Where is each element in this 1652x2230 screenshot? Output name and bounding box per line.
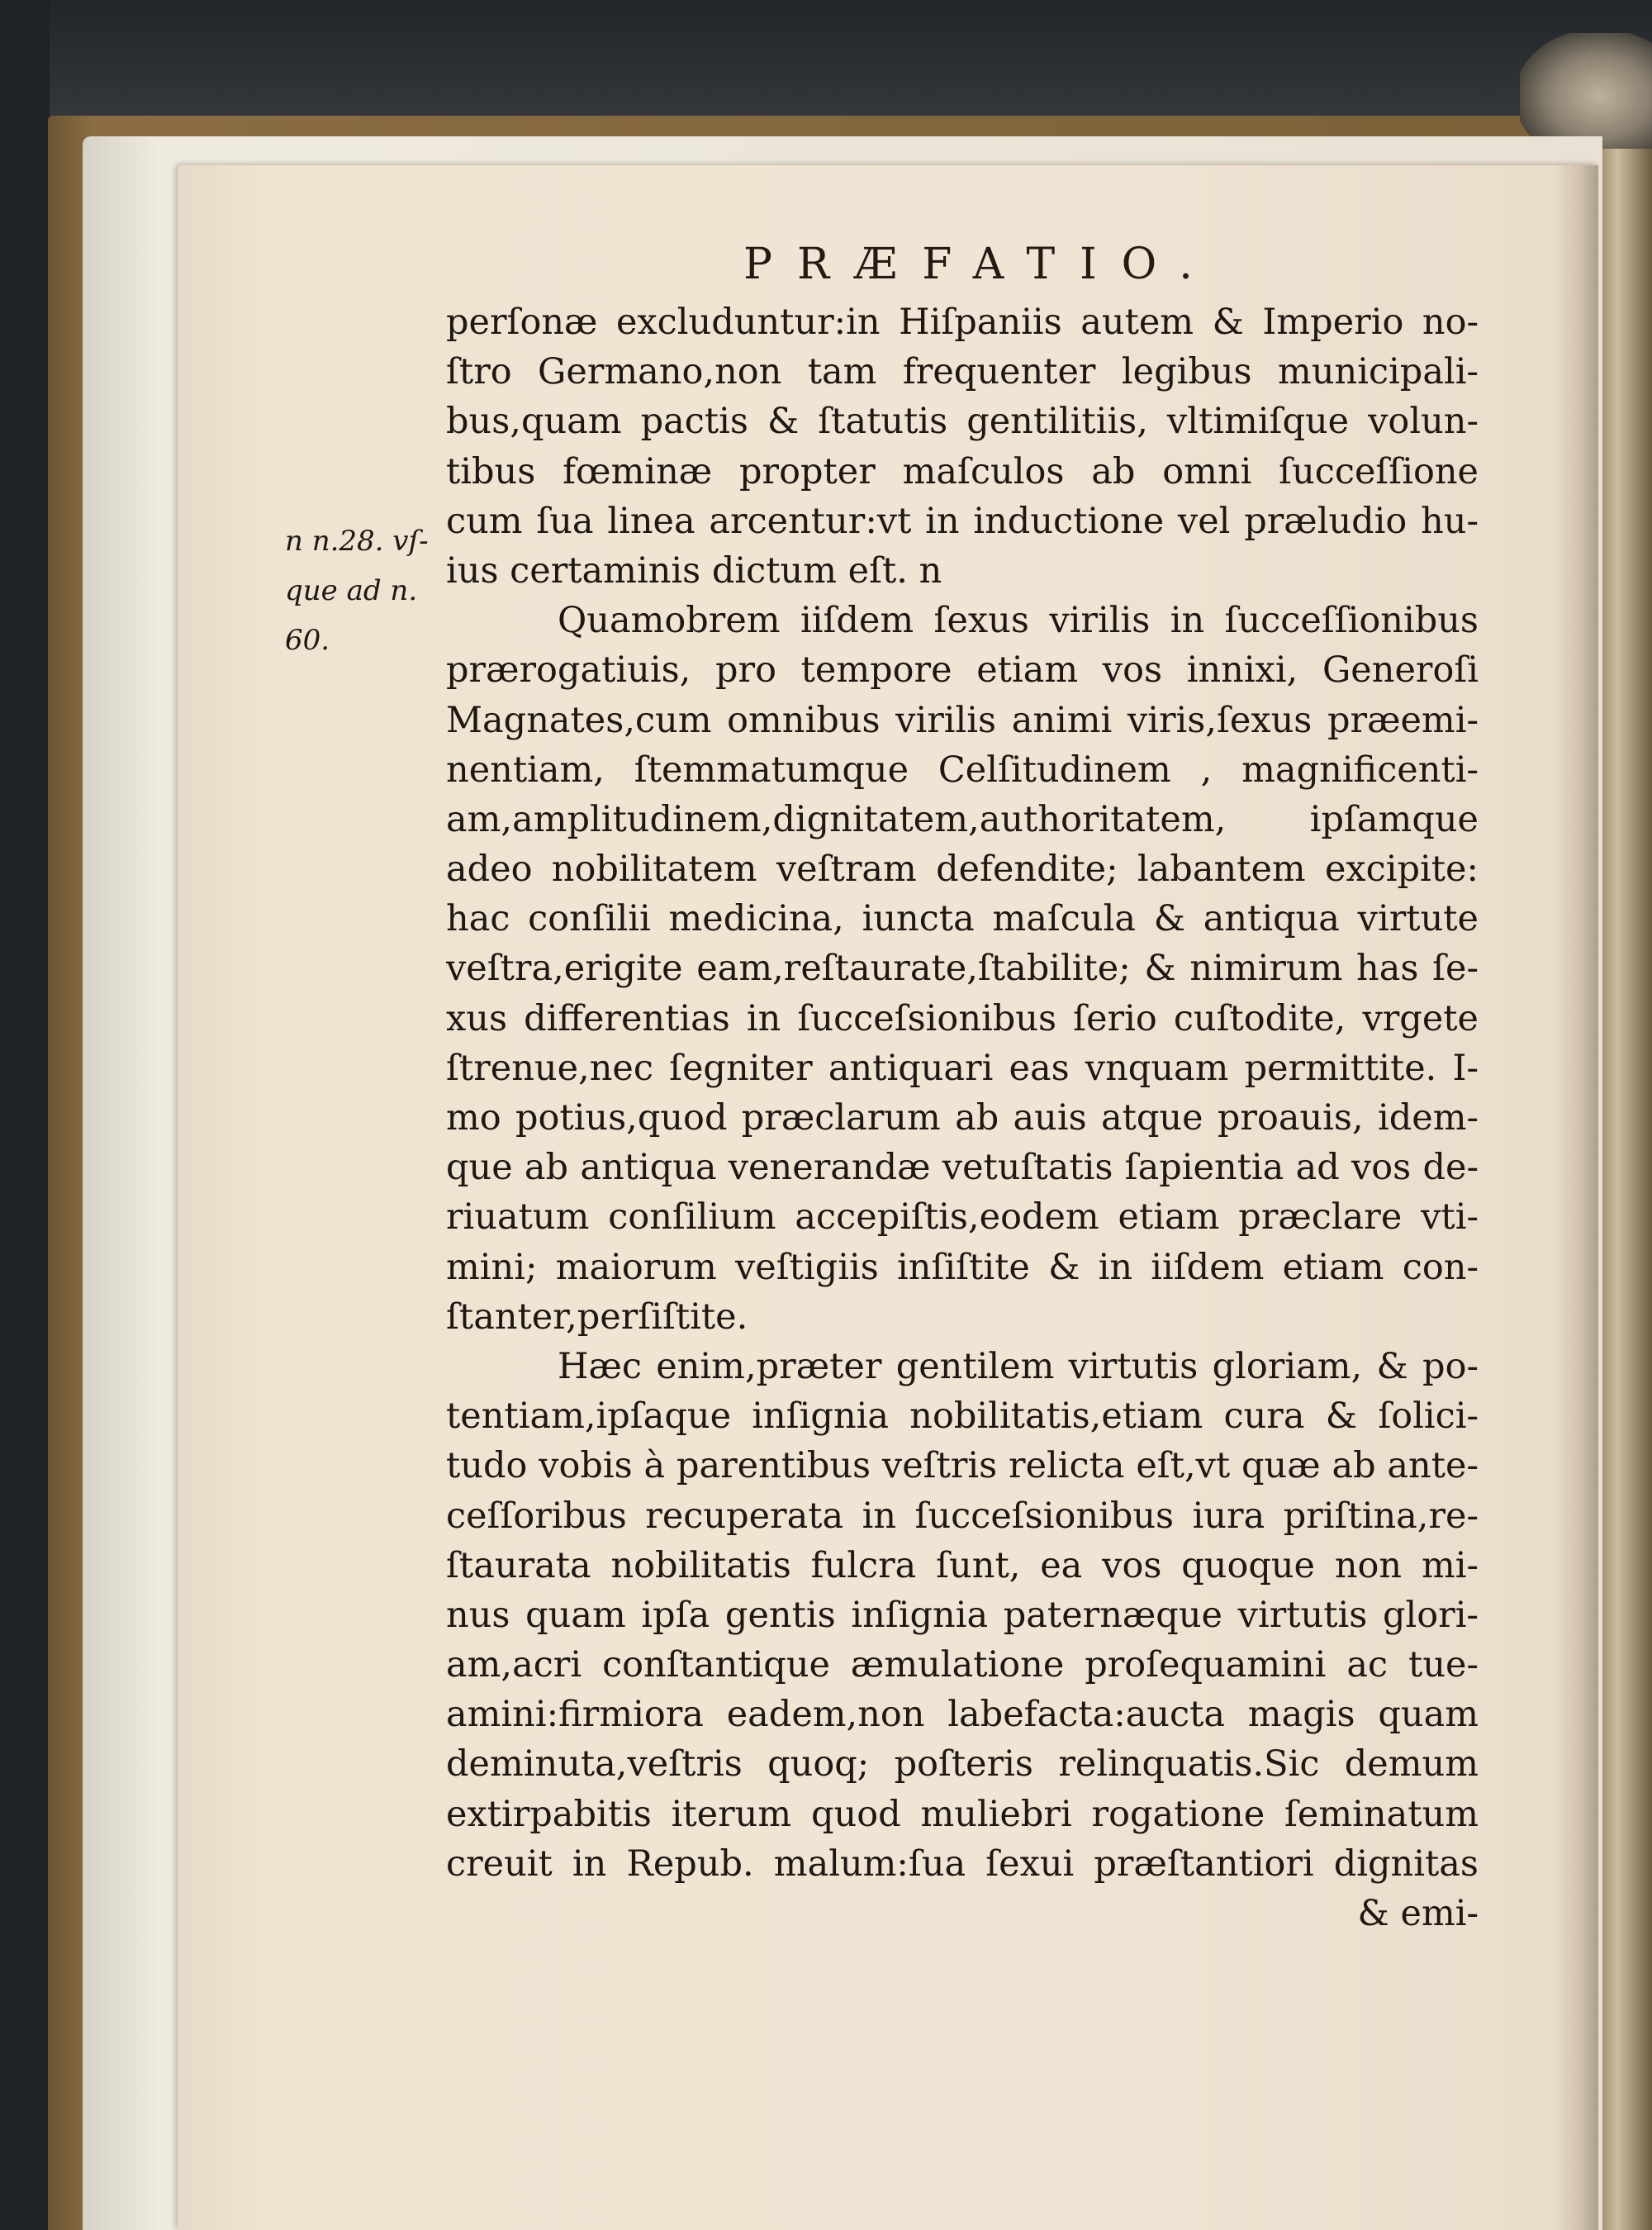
text-line: extirpabitis iterum quod muliebri rogatione ſeminatum bbox=[446, 1793, 1479, 1835]
page-gutter-shadow bbox=[1553, 165, 1598, 2230]
text-line: ſtanter,perſiſtite. bbox=[446, 1296, 748, 1338]
text-line: ſtro Germano,non tam frequenter legibus municipali- bbox=[446, 351, 1479, 393]
book-spine-edge bbox=[1594, 91, 1652, 2230]
text-line: veſtra,erigite eam,reſtaurate,ſtabilite; & nimirum has ſe- bbox=[446, 948, 1479, 990]
text-line: tibus fœminæ propter maſculos ab omni ſucceſſione bbox=[446, 450, 1479, 492]
scanner-backdrop-left bbox=[0, 0, 50, 2230]
text-line: ius certaminis dictum eſt. n bbox=[446, 549, 942, 592]
text-line: ſtaurata nobilitatis fulcra ſunt, ea vos quoque non mi- bbox=[446, 1544, 1479, 1586]
text-line: ceſſoribus recuperata in ſucceſsionibus iura priſtina,re- bbox=[446, 1495, 1479, 1537]
text-line: mo potius,quod præclarum ab auis atque proauis, idem- bbox=[446, 1097, 1479, 1139]
text-line: am,amplitudinem,dignitatem,authoritatem, ipſamque bbox=[446, 798, 1479, 840]
marginal-note-line: 60. bbox=[285, 624, 330, 657]
book-clasp-icon bbox=[1520, 33, 1652, 149]
text-line: nentiam, ſtemmatumque Celſitudinem , magnificenti- bbox=[446, 749, 1479, 791]
catchword: & emi- bbox=[1357, 1893, 1479, 1934]
text-line: que ab antiqua venerandæ vetuſtatis ſapientia ad vos de- bbox=[446, 1147, 1479, 1189]
text-line: am,acri conſtantique æmulatione proſequamini ac tue- bbox=[446, 1644, 1479, 1686]
text-line: cum ſua linea arcentur:vt in inductione vel præludio hu- bbox=[446, 500, 1479, 542]
marginal-note bbox=[285, 516, 450, 665]
text-line: tentiam,ipſaque inſignia nobilitatis,etiam cura & ſolici- bbox=[446, 1396, 1479, 1438]
body-text bbox=[446, 297, 1479, 1938]
text-line: riuatum conſilium accepiſtis,eodem etiam præclare vti- bbox=[446, 1196, 1479, 1239]
marginal-note-line: que ad n. bbox=[285, 574, 418, 607]
text-line: bus,quam pactis & ſtatutis gentilitiis, vltimiſque volun- bbox=[446, 401, 1479, 443]
scanner-backdrop-top bbox=[0, 0, 1652, 124]
text-line: hac conſilii medicina, iuncta maſcula & antiqua virtute bbox=[446, 898, 1479, 940]
text-line: ſtrenue,nec ſegniter antiquari eas vnquam permittite. I- bbox=[446, 1047, 1479, 1089]
text-line: adeo nobilitatem veſtram defendite; labantem excipite: bbox=[446, 849, 1479, 891]
paragraph-start-line: Hæc enim,præter gentilem virtutis gloriam, & po- bbox=[558, 1345, 1479, 1387]
text-line: nus quam ipſa gentis inſignia paternæque virtutis glori- bbox=[446, 1594, 1479, 1636]
text-line: creuit in Repub. malum:ſua ſexui præſtantiori dignitas bbox=[446, 1842, 1479, 1885]
text-line: prærogatiuis, pro tempore etiam vos innixi, Generoſi bbox=[446, 649, 1479, 692]
text-line: tudo vobis à parentibus veſtris relicta eſt,vt quæ ab ante- bbox=[446, 1445, 1479, 1487]
marginal-note-line: n n.28. vſ- bbox=[285, 525, 429, 558]
text-line: deminuta,veſtris quoq; poſteris relinquatis.Sic demum bbox=[446, 1743, 1479, 1785]
running-head: PRÆFATIO. bbox=[743, 240, 1218, 289]
paragraph-start-line: Quamobrem iiſdem ſexus virilis in ſucceſſionibus bbox=[558, 600, 1479, 642]
text-line: Magnates,cum omnibus virilis animi viris,ſexus præemi- bbox=[446, 699, 1479, 741]
text-line: xus differentias in ſucceſsionibus ſerio cuſtodite, vrgete bbox=[446, 997, 1479, 1039]
text-line: perſonæ excluduntur:in Hiſpaniis autem & Imperio no- bbox=[446, 302, 1479, 343]
text-line: amini:firmiora eadem,non labefacta:aucta magis quam bbox=[446, 1694, 1479, 1736]
text-line: mini; maiorum veſtigiis inſiſtite & in iiſdem etiam con- bbox=[446, 1246, 1479, 1288]
